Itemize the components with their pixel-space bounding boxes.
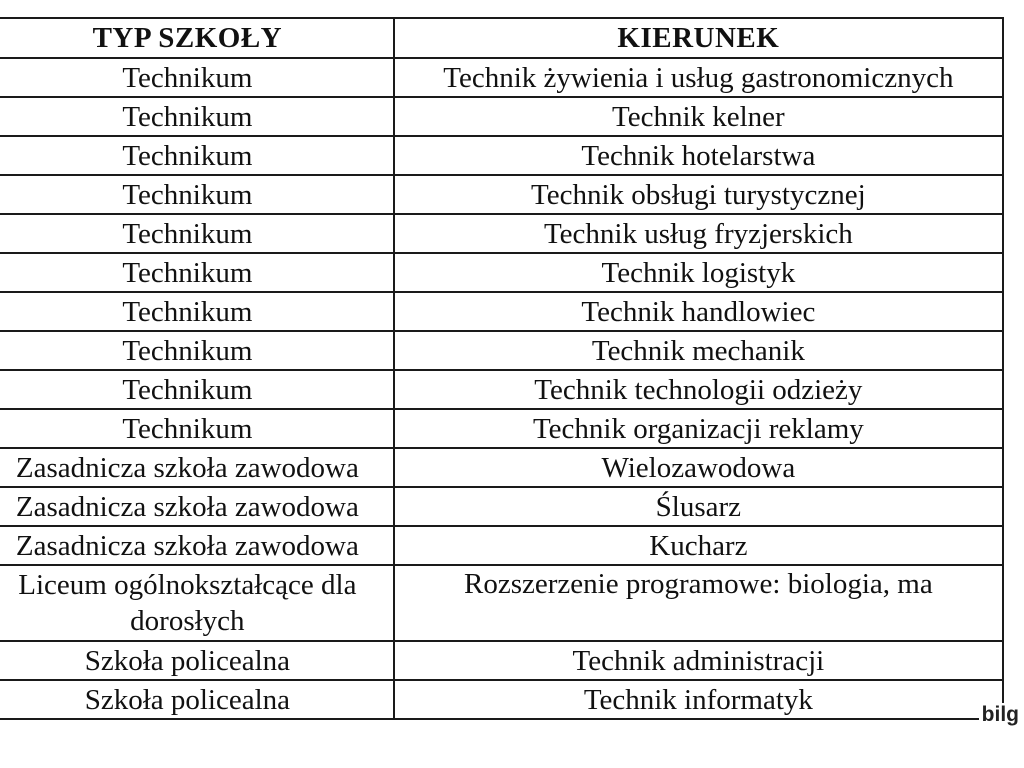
school-type-cell: Technikum [0,175,394,214]
school-type-cell: Technikum [0,214,394,253]
school-type-cell: Zasadnicza szkoła zawodowa [0,448,394,487]
school-type-cell: Technikum [0,331,394,370]
table-row [0,680,1003,719]
table-row [0,58,1003,97]
table-row [0,641,1003,680]
direction-cell: Technik administracji [394,641,1003,680]
school-type-cell: Technikum [0,97,394,136]
school-type-cell: Zasadnicza szkoła zawodowa [0,487,394,526]
school-type-cell: Technikum [0,292,394,331]
direction-cell: Technik informatyk [394,680,1003,719]
table-row [0,214,1003,253]
school-type-cell: Zasadnicza szkoła zawodowa [0,526,394,565]
table-row [0,136,1003,175]
table-row [0,175,1003,214]
school-type-cell: Technikum [0,136,394,175]
table-row [0,565,1003,641]
direction-cell: Technik organizacji reklamy [394,409,1003,448]
direction-cell: Technik handlowiec [394,292,1003,331]
direction-cell: Technik żywienia i usług gastronomicznych [394,58,1003,97]
direction-cell: Wielozawodowa [394,448,1003,487]
table-row [0,331,1003,370]
direction-cell: Technik technologii odzieży [394,370,1003,409]
table-row [0,370,1003,409]
school-type-cell: Technikum [0,409,394,448]
direction-cell: Technik mechanik [394,331,1003,370]
table-header-row [0,18,1003,58]
table-row [0,97,1003,136]
direction-cell: Technik usług fryzjerskich [394,214,1003,253]
table-row [0,409,1003,448]
table-row [0,292,1003,331]
school-type-cell: Technikum [0,370,394,409]
direction-cell: Technik hotelarstwa [394,136,1003,175]
table-row [0,487,1003,526]
school-type-cell: Szkoła policealna [0,641,394,680]
direction-cell: Technik logistyk [394,253,1003,292]
table-row [0,448,1003,487]
direction-cell: Rozszerzenie programowe: biologia, ma [394,565,1003,641]
school-type-cell: Technikum [0,58,394,97]
school-type-cell: Liceum ogólnokształcące dla dorosłych [0,565,394,641]
direction-cell: Technik obsługi turystycznej [394,175,1003,214]
table-row [0,526,1003,565]
table-row [0,253,1003,292]
school-type-cell: Szkoła policealna [0,680,394,719]
header-school-type: TYP SZKOŁY [0,18,394,58]
school-type-cell: Technikum [0,253,394,292]
direction-cell: Ślusarz [394,487,1003,526]
schools-table [0,17,1004,720]
header-direction: KIERUNEK [394,18,1003,58]
direction-cell: Technik kelner [394,97,1003,136]
direction-cell: Kucharz [394,526,1003,565]
watermark-logo: bilg [979,703,1022,727]
